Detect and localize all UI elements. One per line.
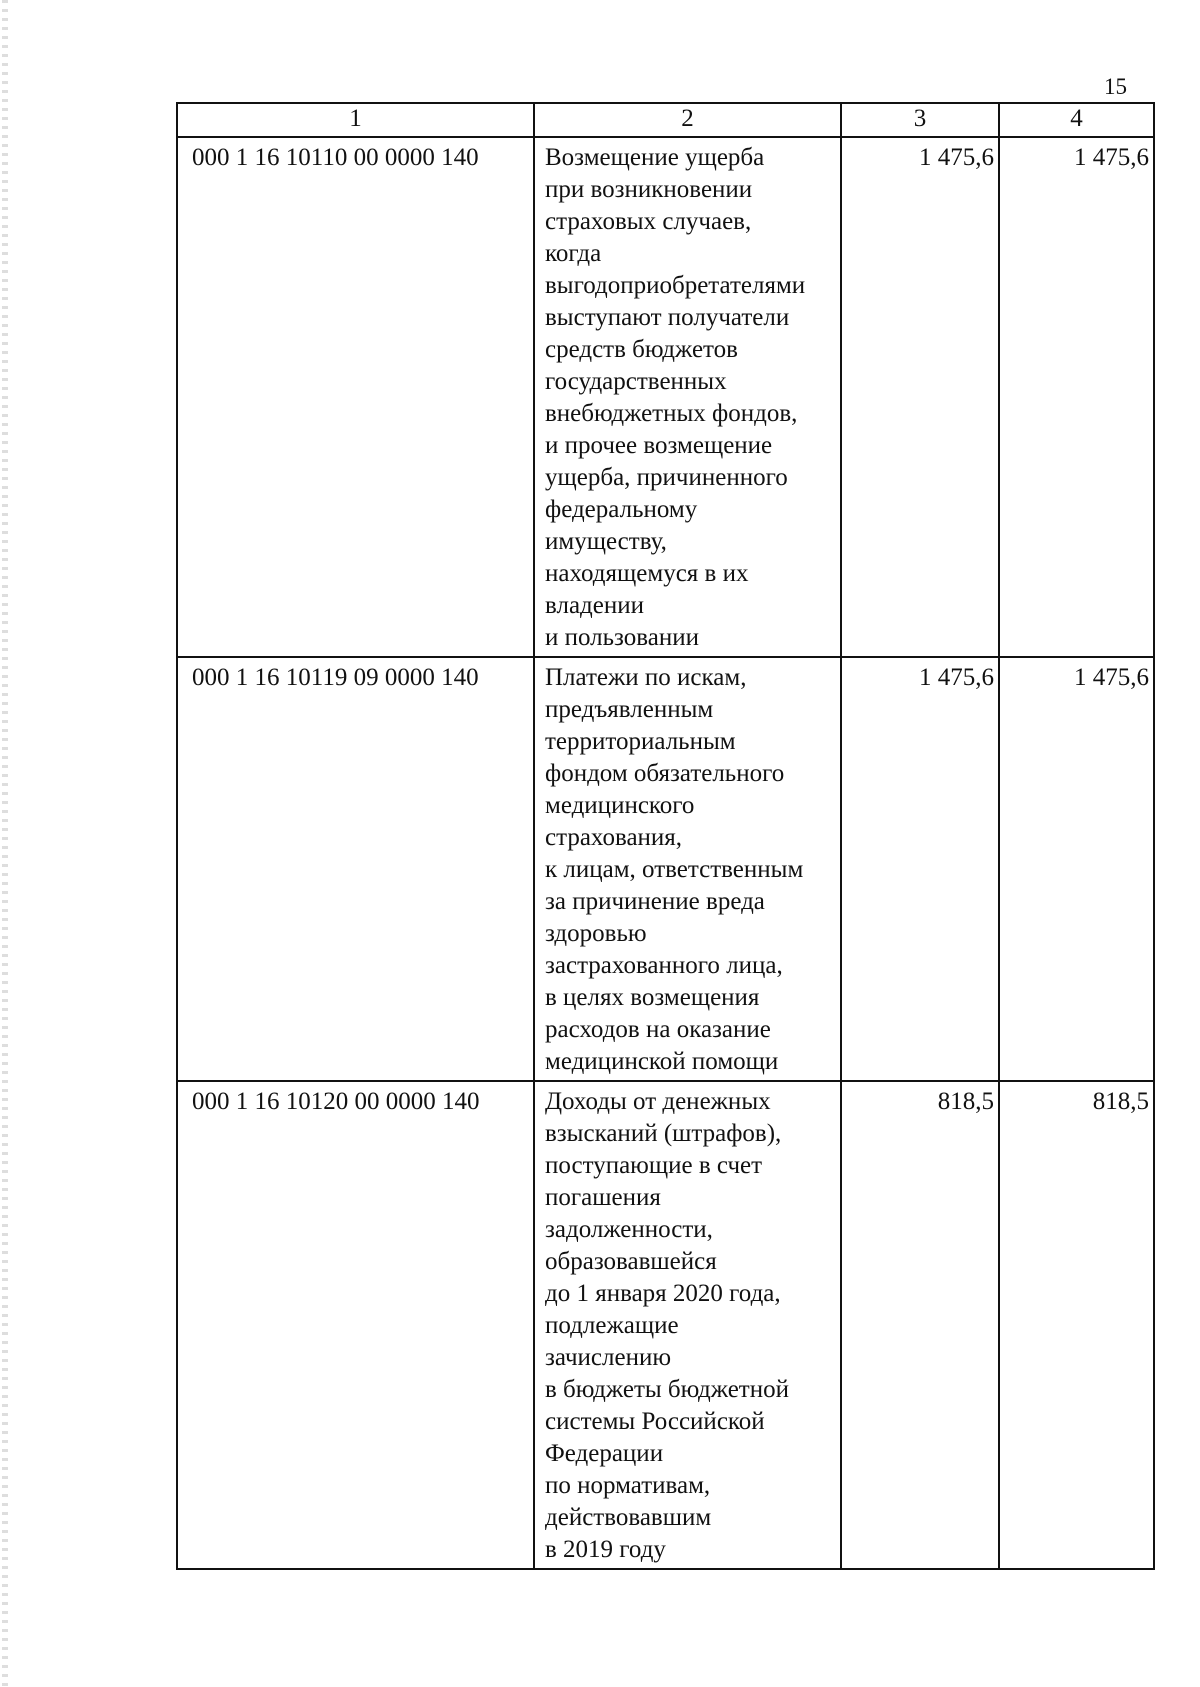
amount-col-3: 818,5 [841,1081,999,1569]
table-row [177,657,1154,1081]
income-code: 000 1 16 10110 00 0000 140 [177,137,534,657]
amount-col-4: 818,5 [999,1081,1154,1569]
income-name: Возмещение ущерба при возникновении страховых случаев, когда выгодоприобретателями выступают получатели средств бюджетов государственных внебюджетных фондов, и прочее возмещение ущерба, причиненного федеральному имуществу, находящемуся в их владении и пользовании [534,137,841,657]
header-row [177,103,1154,137]
page-number: 15 [1104,74,1127,99]
income-code: 000 1 16 10120 00 0000 140 [177,1081,534,1569]
header-col-1: 1 [177,103,534,137]
amount-col-3: 1 475,6 [841,657,999,1081]
amount-col-3: 1 475,6 [841,137,999,657]
income-code: 000 1 16 10119 09 0000 140 [177,657,534,1081]
header-col-4: 4 [999,103,1154,137]
income-name: Платежи по искам, предъявленным территориальным фондом обязательного медицинского страхования, к лицам, ответственным за причинение вреда здоровью застрахованного лица, в целях возмещения расходов на оказание медицинской помощи [534,657,841,1081]
scan-edge-artifact [2,0,8,1687]
header-col-3: 3 [841,103,999,137]
header-col-2: 2 [534,103,841,137]
income-name: Доходы от денежных взысканий (штрафов), поступающие в счет погашения задолженности, образовавшейся до 1 января 2020 года, подлежащие зачислению в бюджеты бюджетной системы Российской Федерации по нормативам, действовавшим в 2019 году [534,1081,841,1569]
table-row [177,137,1154,657]
table-row [177,1081,1154,1569]
budget-table [176,102,1155,1570]
amount-col-4: 1 475,6 [999,657,1154,1081]
amount-col-4: 1 475,6 [999,137,1154,657]
